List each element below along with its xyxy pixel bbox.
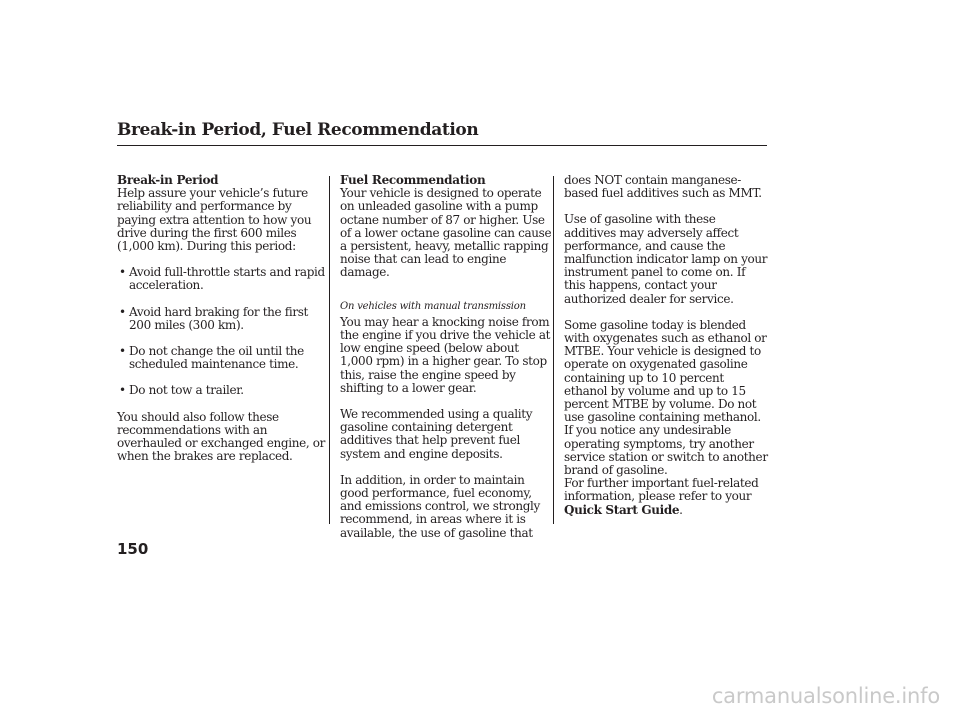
manual-transmission-subheading: On vehicles with manual transmission xyxy=(340,300,526,312)
break-in-bullet-list xyxy=(117,266,329,397)
fuel-paragraph-octane: Your vehicle is designed to operate on unleaded gasoline with a pump octane number of 87 or higher. Use of a lower octane gasoline can cause a persistent, heavy, metallic rapping noise that can lead to engine damage. xyxy=(340,186,552,280)
bullet-icon: • xyxy=(119,344,126,359)
list-item: • Avoid hard braking for the first 200 miles (300 km). xyxy=(119,304,309,332)
title-rule xyxy=(117,145,767,146)
fuel-paragraph-symptoms: If you notice any undesirable operating symptoms, try another service station or switch to another brand of gasoline. xyxy=(564,423,768,478)
bullet-icon: • xyxy=(119,383,126,398)
break-in-intro: Help assure your vehicle’s future reliability and performance by paying extra attention to how you drive during the first 600 miles (1,000 km). During this period: xyxy=(117,186,312,254)
fuel-paragraph-performance: In addition, in order to maintain good performance, fuel economy, and emissions control, we strongly recommend, in areas where it is available, the use of gasoline that xyxy=(340,472,540,540)
column-divider xyxy=(329,176,330,524)
bullet-icon: • xyxy=(119,265,126,280)
list-item: • Do not change the oil until the scheduled maintenance time. xyxy=(119,344,304,372)
column-fuel-continued xyxy=(564,174,769,517)
watermark: carmanualsonline.info xyxy=(711,684,940,708)
fuel-paragraph-mmt: does NOT contain manganese-based fuel additives such as MMT. xyxy=(564,173,762,201)
list-item: • Avoid full-throttle starts and rapid acceleration. xyxy=(119,265,325,293)
fuel-paragraph-detergent: We recommended using a quality gasoline containing detergent additives that help prevent fuel system and engine deposits. xyxy=(340,407,533,461)
fuel-paragraph-oxygenates: Some gasoline today is blended with oxygenates such as ethanol or MTBE. Your vehicle is designed to operate on oxygenated gasoline containing up to 10 percent ethanol by volume and up to 15 percent MTBE by volume. Do not use gasoline containing methanol. xyxy=(564,317,767,425)
bullet-icon: • xyxy=(119,304,126,319)
list-item: • Do not tow a trailer. xyxy=(119,383,244,398)
fuel-paragraph-reference: For further important fuel-related information, please refer to your Quick Start Guide. xyxy=(564,476,759,517)
fuel-paragraph-knocking: You may hear a knocking noise from the engine if you drive the vehicle at low engine speed (below about 1,000 rpm) in a higher gear. To stop this, raise the engine speed by shifting to a lower gear. xyxy=(340,314,551,395)
fuel-paragraph-additives: Use of gasoline with these additives may adversely affect performance, and cause the malfunction indicator lamp on your instrument panel to come on. If this happens, contact your authorized dealer for service. xyxy=(564,212,768,306)
break-in-outro: You should also follow these recommendations with an overhauled or exchanged engine, or when the brakes are replaced. xyxy=(117,409,326,464)
quick-start-guide-reference: Quick Start Guide xyxy=(564,502,680,517)
page-number: 150 xyxy=(117,540,149,558)
fuel-heading: Fuel Recommendation xyxy=(340,173,486,187)
page-title: Break-in Period, Fuel Recommendation xyxy=(117,120,479,140)
column-fuel xyxy=(340,174,552,540)
column-break-in xyxy=(117,174,329,463)
column-divider xyxy=(553,176,554,524)
break-in-heading: Break-in Period xyxy=(117,173,219,187)
